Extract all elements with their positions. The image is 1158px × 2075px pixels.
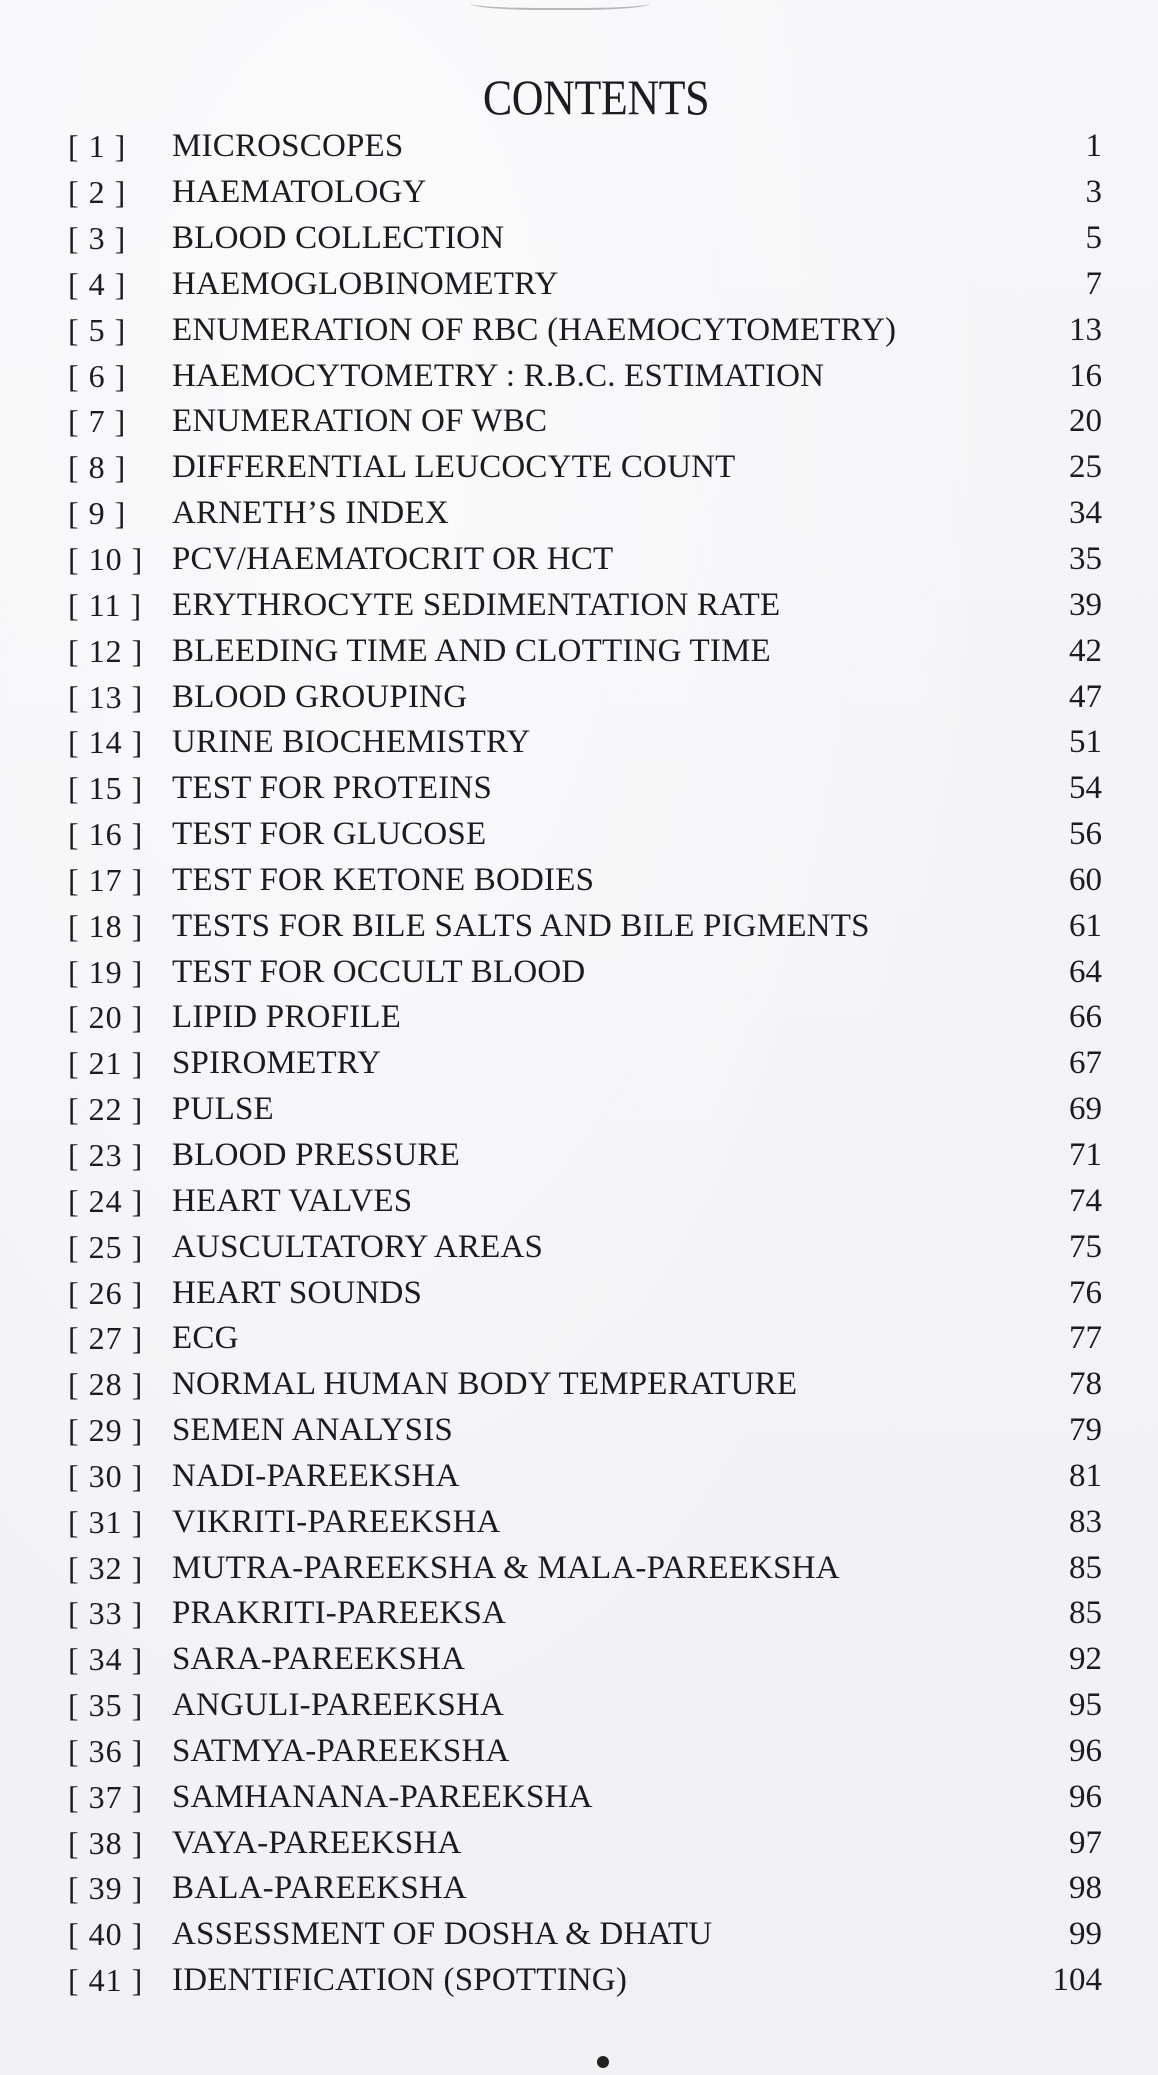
entry-title: TEST FOR PROTEINS <box>172 770 493 807</box>
entry-page-number: 77 <box>1069 1320 1102 1357</box>
entry-title: TEST FOR OCCULT BLOOD <box>172 953 586 990</box>
entry-page-number: 78 <box>1069 1366 1102 1403</box>
entry-title: TEST FOR GLUCOSE <box>172 816 487 853</box>
toc-entry <box>0 1133 1158 1179</box>
toc-entry <box>0 674 1158 720</box>
entry-number: [ 5 ] <box>68 311 127 348</box>
entry-title: ENUMERATION OF WBC <box>172 403 548 440</box>
entry-number: [ 26 ] <box>68 1274 144 1311</box>
table-of-contents <box>0 124 1158 2004</box>
entry-number: [ 9 ] <box>68 495 127 532</box>
toc-entry <box>0 903 1158 949</box>
entry-title: BLOOD PRESSURE <box>172 1136 460 1173</box>
entry-number: [ 33 ] <box>68 1595 144 1632</box>
entry-page-number: 96 <box>1069 1732 1102 1769</box>
entry-title: ENUMERATION OF RBC (HAEMOCYTOMETRY) <box>172 311 897 348</box>
entry-number: [ 8 ] <box>68 449 127 486</box>
entry-number: [ 18 ] <box>68 907 144 944</box>
show-through-mark <box>470 0 650 10</box>
entry-page-number: 81 <box>1069 1457 1102 1494</box>
toc-entry <box>0 262 1158 308</box>
entry-title: BLEEDING TIME AND CLOTTING TIME <box>172 632 771 669</box>
entry-title: SEMEN ANALYSIS <box>172 1412 453 1449</box>
entry-page-number: 34 <box>1069 495 1102 532</box>
entry-page-number: 97 <box>1069 1824 1102 1861</box>
entry-page-number: 64 <box>1069 953 1102 990</box>
entry-number: [ 40 ] <box>68 1916 144 1953</box>
entry-title: VIKRITI-PAREEKSHA <box>172 1503 501 1540</box>
entry-number: [ 31 ] <box>68 1503 144 1540</box>
entry-page-number: 20 <box>1069 403 1102 440</box>
toc-entry <box>0 858 1158 904</box>
entry-number: [ 25 ] <box>68 1228 144 1265</box>
toc-entry <box>0 216 1158 262</box>
entry-number: [ 24 ] <box>68 1182 144 1219</box>
toc-entry <box>0 1224 1158 1270</box>
toc-entry <box>0 1362 1158 1408</box>
entry-title: HEART SOUNDS <box>172 1274 423 1311</box>
toc-entry <box>0 1591 1158 1637</box>
entry-page-number: 7 <box>1085 265 1102 302</box>
entry-title: HAEMATOLOGY <box>172 174 427 211</box>
entry-page-number: 66 <box>1069 999 1102 1036</box>
entry-title: SARA-PAREEKSHA <box>172 1641 466 1678</box>
entry-page-number: 99 <box>1069 1916 1102 1953</box>
entry-number: [ 20 ] <box>68 999 144 1036</box>
entry-page-number: 35 <box>1069 541 1102 578</box>
entry-page-number: 25 <box>1069 449 1102 486</box>
entry-number: [ 34 ] <box>68 1641 144 1678</box>
entry-number: [ 19 ] <box>68 953 144 990</box>
entry-title: LIPID PROFILE <box>172 999 402 1036</box>
toc-entry <box>0 1178 1158 1224</box>
entry-page-number: 61 <box>1069 907 1102 944</box>
entry-page-number: 67 <box>1069 1045 1102 1082</box>
entry-title: PCV/HAEMATOCRIT OR HCT <box>172 541 614 578</box>
entry-number: [ 17 ] <box>68 861 144 898</box>
entry-number: [ 29 ] <box>68 1412 144 1449</box>
entry-number: [ 13 ] <box>68 678 144 715</box>
entry-number: [ 23 ] <box>68 1136 144 1173</box>
toc-entry <box>0 1087 1158 1133</box>
entry-number: [ 7 ] <box>68 403 127 440</box>
entry-title: SPIROMETRY <box>172 1045 382 1082</box>
entry-page-number: 60 <box>1069 861 1102 898</box>
entry-number: [ 38 ] <box>68 1824 144 1861</box>
entry-number: [ 6 ] <box>68 357 127 394</box>
entry-number: [ 28 ] <box>68 1366 144 1403</box>
entry-title: ANGULI-PAREEKSHA <box>172 1687 504 1724</box>
toc-entry <box>0 949 1158 995</box>
entry-title: HAEMOGLOBINOMETRY <box>172 265 559 302</box>
entry-number: [ 1 ] <box>68 128 127 165</box>
entry-title: BLOOD COLLECTION <box>172 220 505 257</box>
entry-title: TEST FOR KETONE BODIES <box>172 861 595 898</box>
entry-page-number: 85 <box>1069 1549 1102 1586</box>
toc-entry <box>0 491 1158 537</box>
entry-number: [ 4 ] <box>68 265 127 302</box>
entry-title: TESTS FOR BILE SALTS AND BILE PIGMENTS <box>172 907 870 944</box>
entry-number: [ 27 ] <box>68 1320 144 1357</box>
entry-number: [ 15 ] <box>68 770 144 807</box>
entry-page-number: 54 <box>1069 770 1102 807</box>
entry-page-number: 96 <box>1069 1778 1102 1815</box>
toc-entry <box>0 124 1158 170</box>
entry-page-number: 51 <box>1069 724 1102 761</box>
entry-number: [ 3 ] <box>68 220 127 257</box>
entry-page-number: 16 <box>1069 357 1102 394</box>
entry-page-number: 47 <box>1069 678 1102 715</box>
toc-entry <box>0 1316 1158 1362</box>
entry-title: ARNETH’S INDEX <box>172 495 449 532</box>
entry-number: [ 10 ] <box>68 541 144 578</box>
toc-entry <box>0 445 1158 491</box>
toc-entry <box>0 1866 1158 1912</box>
entry-number: [ 32 ] <box>68 1549 144 1586</box>
entry-title: PRAKRITI-PAREEKSA <box>172 1595 507 1632</box>
entry-title: MICROSCOPES <box>172 128 404 165</box>
toc-entry <box>0 1453 1158 1499</box>
toc-entry <box>0 995 1158 1041</box>
page-title: CONTENTS <box>482 68 710 125</box>
toc-entry <box>0 1637 1158 1683</box>
entry-page-number: 3 <box>1085 174 1102 211</box>
toc-entry <box>0 1958 1158 2004</box>
entry-page-number: 76 <box>1069 1274 1102 1311</box>
page-dot <box>597 2056 609 2068</box>
entry-title: AUSCULTATORY AREAS <box>172 1228 544 1265</box>
entry-title: URINE BIOCHEMISTRY <box>172 724 531 761</box>
entry-page-number: 69 <box>1069 1091 1102 1128</box>
entry-number: [ 16 ] <box>68 816 144 853</box>
entry-title: MUTRA-PAREEKSHA & MALA-PAREEKSHA <box>172 1549 840 1586</box>
entry-page-number: 85 <box>1069 1595 1102 1632</box>
entry-number: [ 30 ] <box>68 1457 144 1494</box>
toc-entry <box>0 353 1158 399</box>
entry-page-number: 42 <box>1069 632 1102 669</box>
entry-number: [ 37 ] <box>68 1778 144 1815</box>
entry-page-number: 83 <box>1069 1503 1102 1540</box>
entry-title: HAEMOCYTOMETRY : R.B.C. ESTIMATION <box>172 357 825 394</box>
entry-number: [ 11 ] <box>68 586 143 623</box>
entry-title: DIFFERENTIAL LEUCOCYTE COUNT <box>172 449 736 486</box>
entry-title: ECG <box>172 1320 239 1357</box>
toc-entry <box>0 1820 1158 1866</box>
toc-entry <box>0 537 1158 583</box>
toc-entry <box>0 1774 1158 1820</box>
toc-entry <box>0 1270 1158 1316</box>
entry-title: NADI-PAREEKSHA <box>172 1457 460 1494</box>
entry-page-number: 74 <box>1069 1182 1102 1219</box>
entry-title: VAYA-PAREEKSHA <box>172 1824 462 1861</box>
entry-number: [ 39 ] <box>68 1870 144 1907</box>
entry-page-number: 92 <box>1069 1641 1102 1678</box>
entry-title: PULSE <box>172 1091 274 1128</box>
entry-page-number: 13 <box>1069 311 1102 348</box>
entry-number: [ 36 ] <box>68 1732 144 1769</box>
toc-entry <box>0 1683 1158 1729</box>
entry-page-number: 56 <box>1069 816 1102 853</box>
toc-entry <box>0 1545 1158 1591</box>
entry-number: [ 35 ] <box>68 1687 144 1724</box>
toc-entry <box>0 628 1158 674</box>
toc-entry <box>0 170 1158 216</box>
entry-page-number: 75 <box>1069 1228 1102 1265</box>
entry-page-number: 98 <box>1069 1870 1102 1907</box>
toc-entry <box>0 812 1158 858</box>
toc-entry <box>0 307 1158 353</box>
entry-page-number: 95 <box>1069 1687 1102 1724</box>
entry-title: BALA-PAREEKSHA <box>172 1870 467 1907</box>
entry-number: [ 41 ] <box>68 1962 144 1999</box>
toc-entry <box>0 582 1158 628</box>
entry-title: ASSESSMENT OF DOSHA & DHATU <box>172 1916 713 1953</box>
toc-entry <box>0 720 1158 766</box>
toc-entry <box>0 399 1158 445</box>
toc-entry <box>0 1499 1158 1545</box>
entry-page-number: 79 <box>1069 1412 1102 1449</box>
entry-number: [ 12 ] <box>68 632 144 669</box>
entry-page-number: 71 <box>1069 1136 1102 1173</box>
entry-number: [ 2 ] <box>68 174 127 211</box>
toc-entry <box>0 1912 1158 1958</box>
entry-title: NORMAL HUMAN BODY TEMPERATURE <box>172 1366 798 1403</box>
toc-entry <box>0 766 1158 812</box>
entry-title: HEART VALVES <box>172 1182 413 1219</box>
toc-entry <box>0 1408 1158 1454</box>
entry-page-number: 1 <box>1085 128 1102 165</box>
entry-title: IDENTIFICATION (SPOTTING) <box>172 1962 628 1999</box>
entry-page-number: 104 <box>1052 1962 1102 1999</box>
entry-number: [ 14 ] <box>68 724 144 761</box>
entry-page-number: 39 <box>1069 586 1102 623</box>
entry-number: [ 22 ] <box>68 1091 144 1128</box>
entry-title: SATMYA-PAREEKSHA <box>172 1732 510 1769</box>
entry-number: [ 21 ] <box>68 1045 144 1082</box>
entry-title: BLOOD GROUPING <box>172 678 468 715</box>
entry-page-number: 5 <box>1085 220 1102 257</box>
entry-title: ERYTHROCYTE SEDIMENTATION RATE <box>172 586 781 623</box>
toc-entry <box>0 1041 1158 1087</box>
entry-title: SAMHANANA-PAREEKSHA <box>172 1778 593 1815</box>
toc-entry <box>0 1729 1158 1775</box>
